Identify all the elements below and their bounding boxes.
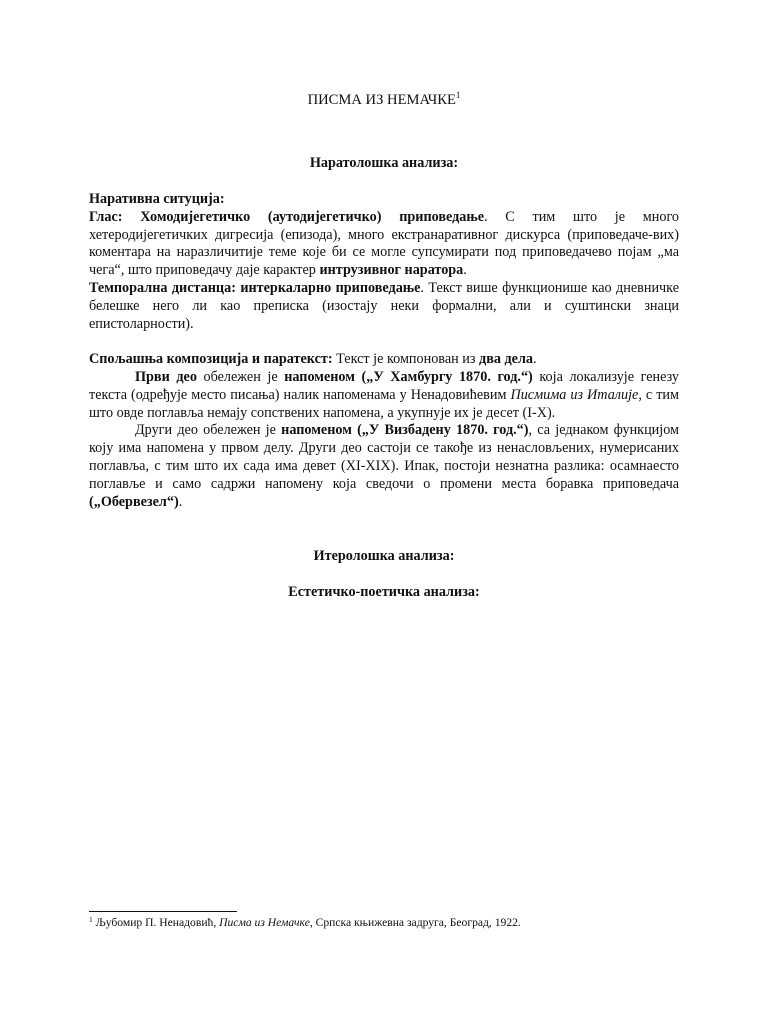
body-text: [89, 191, 679, 511]
voice-bold: интрузивног наратора: [319, 262, 464, 279]
composition-paragraph: [89, 351, 679, 369]
paragraph-gap: [89, 333, 679, 351]
heading-aesthetic: Естетичко-поетичка анализа:: [288, 584, 480, 600]
footnote-separator: [89, 911, 237, 912]
part1-italic: Писмима из Италије: [510, 386, 639, 403]
voice-label: Глас: Хомодијегетичко (аутодијегетичко) приповедање: [89, 208, 485, 225]
part2-text-1: Други део обележен је: [135, 422, 282, 439]
composition-bold-1: два дела: [479, 351, 534, 368]
part2-text-2: , са једнаком функцијом коју има напомена у првом делу. Други део састоји се такође из ненасловљених, нумерисаних поглавља, с тим што их сада има девет (XI-XIX). Ипак, постоји незнатна разлика: осамнаесто поглавље и само садржи напомену која сведочи о промени места боравка приповедача: [89, 422, 679, 492]
distance-label: Темпорална дистанца: интеркаларно приповедање: [89, 279, 421, 296]
voice-text-1: . С тим што је много хетеродијегетичких дигресија (епизода), много екстранаративног дискурса (приповедаче-вих) коментара на наразличитије теме које би се могле супсумирати под приповедачево појам „ма чега“, што приповедачу даје карактер: [89, 208, 680, 279]
composition-text-2: .: [533, 351, 537, 368]
part2-text-3: .: [178, 493, 183, 510]
narrative-situation-heading-text: Наративна ситуција:: [89, 191, 225, 207]
title-text: ПИСМА ИЗ НЕМАЧКЕ: [307, 92, 456, 108]
footnote-text-2: , Српска књижевна задруга, Београд, 1922.: [309, 916, 521, 929]
distance-text: . Текст више функционише као дневничке белешке него ли као преписка (изостају неки формални, али и суштински знаци епистоларности).: [89, 279, 680, 332]
part1-text-2: која локализује генезу текста (одређује место писања) налик напоменама у Ненадовићевим: [89, 368, 680, 403]
part1-label: Први део: [135, 368, 197, 385]
document-title: [89, 92, 679, 110]
distance-paragraph: [89, 280, 679, 333]
heading-iterology: Итеролошка анализа:: [313, 548, 455, 564]
voice-paragraph: [89, 209, 679, 280]
voice-text-2: .: [463, 262, 467, 279]
part1-bold: напоменом („У Хамбургу 1870. год.“): [284, 368, 533, 385]
footnote-mark: 1: [89, 915, 93, 924]
part2-bold-2: („Обервезел“): [89, 493, 179, 510]
footnote: [89, 916, 689, 930]
footnote-italic: Писма из Немачке: [219, 916, 310, 929]
composition-label: Спољашња композиција и паратекст:: [89, 351, 333, 368]
composition-text-1: Текст је компонован из: [332, 351, 480, 368]
title-footnote-mark[interactable]: 1: [455, 90, 461, 100]
part2-paragraph: [89, 422, 679, 511]
part1-paragraph: [89, 369, 679, 422]
footnote-text-1: Љубомир П. Ненадовић,: [92, 916, 220, 929]
part1-text-1: обележен је: [196, 368, 285, 385]
part1-text-3: , с тим што овде поглавља немају сопствених напомена, а укупнује их је десет (I-X).: [89, 386, 679, 421]
heading-narratology: Наратолошка анализа:: [309, 155, 459, 171]
narrative-situation-heading: [89, 191, 679, 209]
part2-bold: напоменом („У Визбадену 1870. год.“): [281, 422, 529, 439]
